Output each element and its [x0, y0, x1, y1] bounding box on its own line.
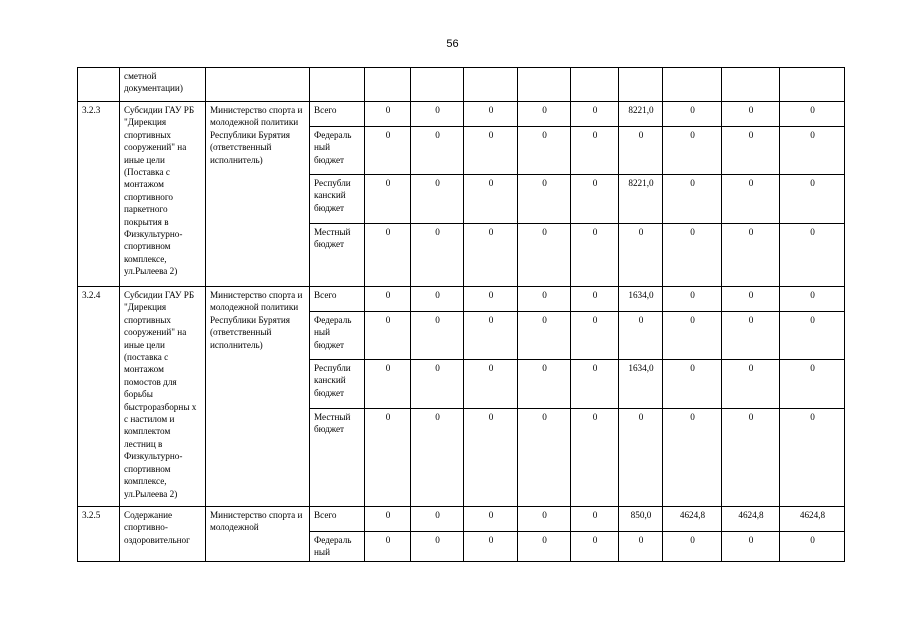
- value-cell: 4624,8: [663, 507, 722, 532]
- measure-name-cell: Содержание спортивно-оздоровительног: [120, 507, 206, 562]
- value-cell: 0: [464, 507, 518, 532]
- source-cell: Федераль ный бюджет: [310, 127, 365, 175]
- value-cell: 0: [464, 102, 518, 127]
- value-cell: 0: [722, 127, 780, 175]
- value-cell: 0: [411, 532, 464, 562]
- value-cell: 0: [411, 312, 464, 360]
- value-cell: 0: [464, 127, 518, 175]
- value-cell: 0: [780, 360, 845, 409]
- value-cell: 0: [722, 312, 780, 360]
- value-cell: 0: [571, 409, 619, 507]
- table-row: [78, 507, 845, 532]
- value-cell: 0: [571, 312, 619, 360]
- table-row: [78, 287, 845, 312]
- executor-cell: [206, 68, 310, 102]
- value-cell: 0: [365, 127, 411, 175]
- value-cell: 0: [365, 409, 411, 507]
- value-cell: 0: [365, 360, 411, 409]
- executor-cell: Министерство спорта и молодежной политики Республики Бурятия (ответственный исполнитель): [206, 102, 310, 287]
- value-cell: 0: [464, 224, 518, 287]
- value-cell: 0: [663, 175, 722, 224]
- code-cell: [78, 68, 120, 102]
- value-cell: 0: [411, 102, 464, 127]
- source-cell: Федераль ный бюджет: [310, 312, 365, 360]
- value-cell: 0: [518, 102, 571, 127]
- value-cell: 0: [365, 102, 411, 127]
- source-cell: Республи канский бюджет: [310, 175, 365, 224]
- value-cell: 0: [464, 360, 518, 409]
- source-cell: Местный бюджет: [310, 224, 365, 287]
- value-cell: 0: [518, 312, 571, 360]
- value-cell: 850,0: [619, 507, 663, 532]
- measure-name-cell: Субсидии ГАУ РБ "Дирекция спортивных сооружений" на иные цели (поставка с монтажом помостов для борьбы быстроразборны х с настилом и комплектом лестниц в Физкультурно-спортивном комплексе, ул.Рылеева 2): [120, 287, 206, 507]
- value-cell: 0: [518, 224, 571, 287]
- value-cell: 0: [365, 532, 411, 562]
- value-cell: 8221,0: [619, 175, 663, 224]
- value-cell: 0: [663, 127, 722, 175]
- value-cell: 0: [518, 507, 571, 532]
- value-cell: 0: [722, 287, 780, 312]
- value-cell: 0: [365, 287, 411, 312]
- value-cell: 0: [411, 224, 464, 287]
- value-cell: 0: [411, 287, 464, 312]
- source-cell: Республи канский бюджет: [310, 360, 365, 409]
- value-cell: 0: [619, 224, 663, 287]
- value-cell: 0: [571, 532, 619, 562]
- value-cell: 0: [518, 127, 571, 175]
- code-cell: 3.2.5: [78, 507, 120, 562]
- value-cell: 0: [722, 360, 780, 409]
- value-cell: 0: [663, 102, 722, 127]
- value-cell: 0: [780, 312, 845, 360]
- value-cell: 0: [780, 102, 845, 127]
- value-cell: 0: [780, 175, 845, 224]
- value-cell: 0: [571, 224, 619, 287]
- value-cell: 0: [722, 224, 780, 287]
- value-cell: 0: [663, 360, 722, 409]
- value-cell: 0: [722, 409, 780, 507]
- value-cell: 0: [365, 224, 411, 287]
- value-cell: 0: [411, 507, 464, 532]
- value-cell: 0: [571, 360, 619, 409]
- value-cell: 0: [780, 287, 845, 312]
- value-cell: 0: [518, 409, 571, 507]
- measure-name-cell: сметной документации): [120, 68, 206, 102]
- value-cell: 0: [722, 532, 780, 562]
- value-cell: 0: [571, 102, 619, 127]
- value-cell: 0: [518, 360, 571, 409]
- value-cell: 4624,8: [722, 507, 780, 532]
- value-cell: 0: [411, 127, 464, 175]
- value-cell: 1634,0: [619, 360, 663, 409]
- value-cell: 0: [780, 409, 845, 507]
- value-cell: 0: [464, 409, 518, 507]
- value-cell: 0: [571, 127, 619, 175]
- value-cell: 0: [663, 224, 722, 287]
- value-cell: 0: [619, 312, 663, 360]
- value-cell: 0: [518, 287, 571, 312]
- value-cell: 0: [518, 532, 571, 562]
- executor-cell: Министерство спорта и молодежной: [206, 507, 310, 562]
- value-cell: 0: [780, 532, 845, 562]
- value-cell: 0: [663, 287, 722, 312]
- executor-cell: Министерство спорта и молодежной политики Республики Бурятия (ответственный исполнитель): [206, 287, 310, 507]
- source-cell: Федераль ный: [310, 532, 365, 562]
- value-cell: 0: [780, 127, 845, 175]
- value-cell: 0: [411, 360, 464, 409]
- value-cell: 0: [571, 507, 619, 532]
- value-cell: 0: [365, 312, 411, 360]
- source-cell: Всего: [310, 102, 365, 127]
- value-cell: 0: [464, 287, 518, 312]
- value-cell: 0: [411, 175, 464, 224]
- table-row: [78, 102, 845, 127]
- value-cell: 0: [663, 409, 722, 507]
- table-row: [78, 68, 845, 102]
- value-cell: 0: [365, 175, 411, 224]
- value-cell: 0: [619, 409, 663, 507]
- value-cell: 0: [780, 224, 845, 287]
- value-cell: 0: [722, 175, 780, 224]
- value-cell: 0: [464, 175, 518, 224]
- value-cell: 0: [619, 127, 663, 175]
- value-cell: 4624,8: [780, 507, 845, 532]
- page-number: 56: [446, 38, 459, 50]
- value-cell: 0: [365, 507, 411, 532]
- value-cell: 1634,0: [619, 287, 663, 312]
- value-cell: 0: [663, 532, 722, 562]
- value-cell: 0: [571, 287, 619, 312]
- value-cell: 0: [464, 532, 518, 562]
- value-cell: 0: [619, 532, 663, 562]
- budget-table: [77, 67, 845, 562]
- code-cell: 3.2.4: [78, 287, 120, 507]
- source-cell: Всего: [310, 287, 365, 312]
- source-cell: [310, 68, 365, 102]
- value-cell: 0: [464, 312, 518, 360]
- value-cell: 8221,0: [619, 102, 663, 127]
- source-cell: Всего: [310, 507, 365, 532]
- value-cell: 0: [518, 175, 571, 224]
- value-cell: 0: [571, 175, 619, 224]
- source-cell: Местный бюджет: [310, 409, 365, 507]
- value-cell: 0: [663, 312, 722, 360]
- code-cell: 3.2.3: [78, 102, 120, 287]
- measure-name-cell: Субсидии ГАУ РБ "Дирекция спортивных сооружений" на иные цели (Поставка с монтажом спортивного паркетного покрытия в Физкультурно-спортивном комплексе, ул.Рылеева 2): [120, 102, 206, 287]
- value-cell: 0: [722, 102, 780, 127]
- value-cell: 0: [411, 409, 464, 507]
